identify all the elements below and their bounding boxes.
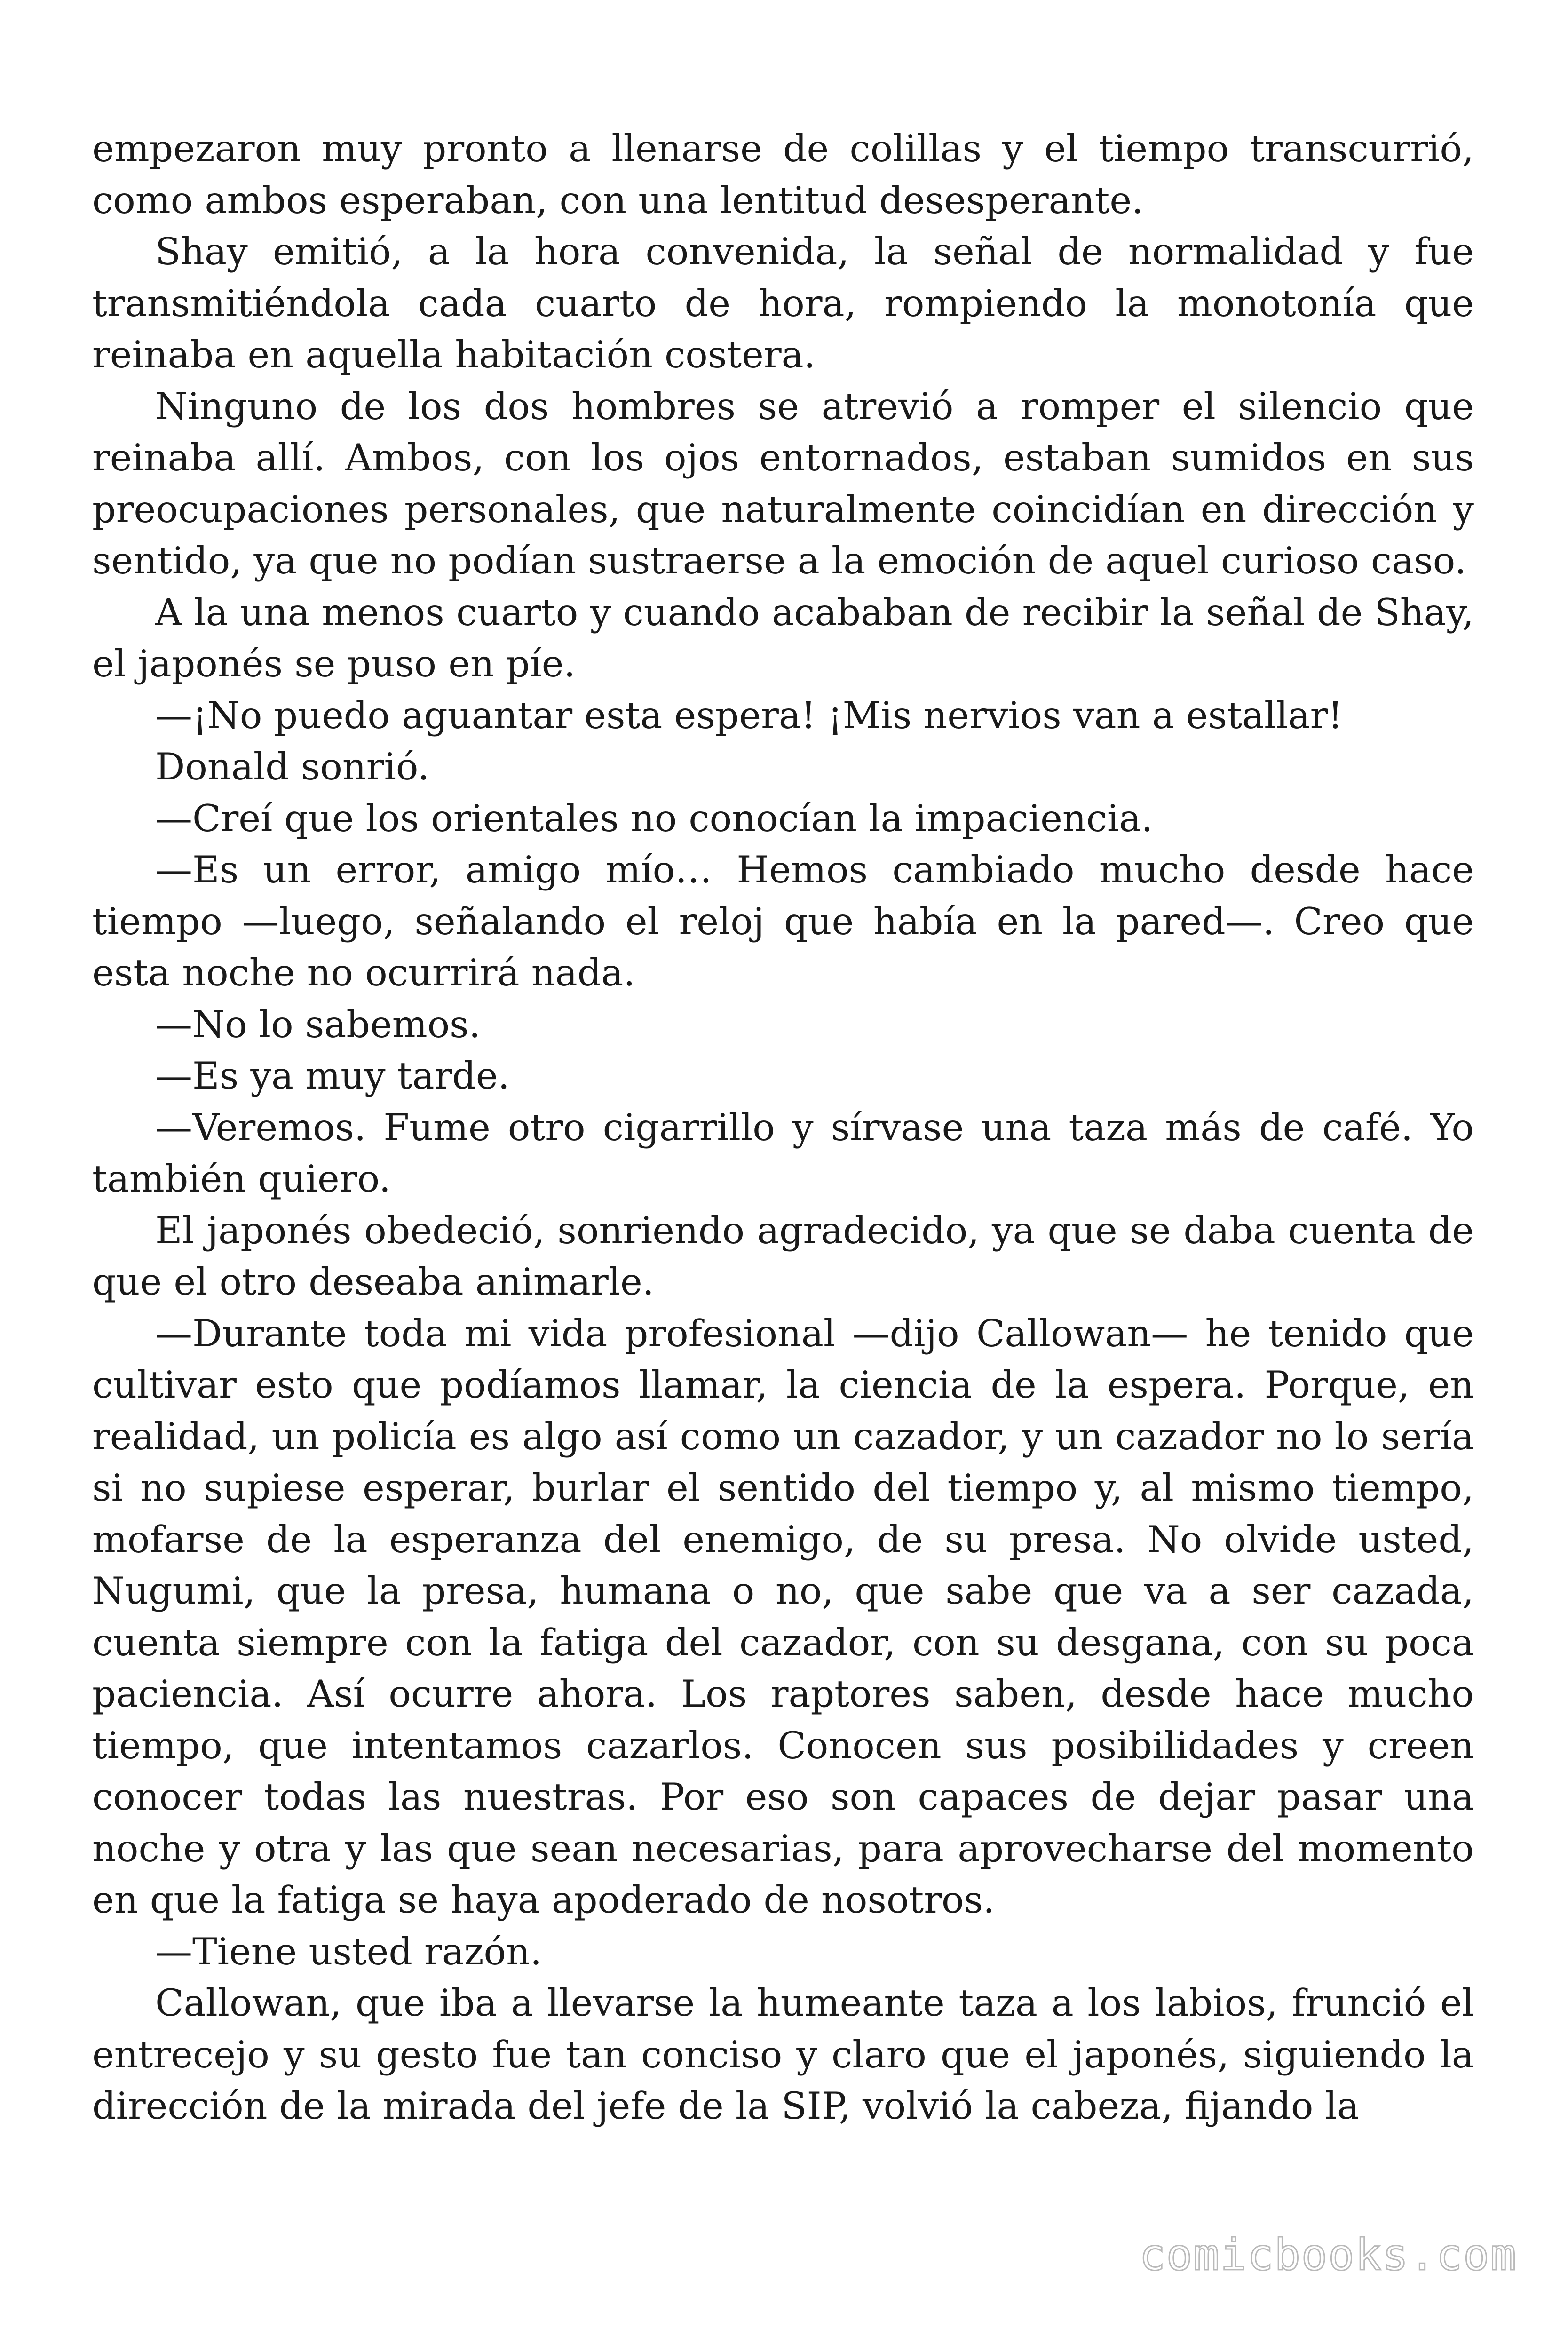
paragraph: Shay emitió, a la hora convenida, la señal de normalidad y fue transmitiéndola cada cuarto de hora, rompiendo la monotonía que reinaba en aquella habitación costera.	[92, 230, 1474, 376]
dialogue-line: —¡No puedo aguantar esta espera! ¡Mis nervios van a estallar!	[155, 693, 1343, 737]
watermark-logo: comicbooks.com	[1139, 2230, 1517, 2280]
dialogue-line: —Tiene usted razón.	[155, 1930, 542, 1973]
paragraph: Callowan, que iba a llevarse la humeante taza a los labios, frunció el entrecejo y su gesto fue tan conciso y claro que el japonés, siguiendo la dirección de la mirada del jefe de la SIP, volvió la cabeza, fijando la	[92, 1981, 1474, 2128]
dialogue-line: —Creí que los orientales no conocían la impaciencia.	[155, 796, 1153, 840]
paragraph: A la una menos cuarto y cuando acababan de recibir la señal de Shay, el japonés se puso en píe.	[92, 590, 1474, 685]
dialogue-line: —Durante toda mi vida profesional —dijo Callowan— he tenido que cultivar esto que podíamos llamar, la ciencia de la espera. Porque, en realidad, un policía es algo así como un cazador, y un cazador no lo sería si no supiese esperar, burlar el sentido del tiempo y, al mismo tiempo, mofarse de la esperanza del enemigo, de su presa. No olvide usted, Nugumi, que la presa, humana o no, que sabe que va a ser cazada, cuenta siempre con la fatiga del cazador, con su desgana, con su poca paciencia. Así ocurre ahora. Los raptores saben, desde hace mucho tiempo, que intentamos cazarlos. Conocen sus posibilidades y creen conocer todas las nuestras. Por eso son capaces de dejar pasar una noche y otra y las que sean necesarias, para aprovecharse del momento en que la fatiga se haya apoderado de nosotros.	[92, 1311, 1474, 1922]
body-text	[92, 123, 1474, 2132]
paragraph: El japonés obedeció, sonriendo agradecido, ya que se daba cuenta de que el otro deseaba animarle.	[92, 1208, 1474, 1303]
dialogue-line: —Es un error, amigo mío… Hemos cambiado mucho desde hace tiempo —luego, señalando el reloj que había en la pared—. Creo que esta noche no ocurrirá nada.	[92, 848, 1474, 994]
paragraph: empezaron muy pronto a llenarse de colillas y el tiempo transcurrió, como ambos esperaban, con una lentitud desesperante.	[92, 127, 1474, 222]
paragraph: Ninguno de los dos hombres se atrevió a romper el silencio que reinaba allí. Ambos, con los ojos entornados, estaban sumidos en sus preocupaciones personales, que naturalmente coincidían en dirección y sentido, ya que no podían sustraerse a la emoción de aquel curioso caso.	[92, 384, 1474, 582]
dialogue-line: —No lo sabemos.	[155, 1002, 481, 1046]
dialogue-line: —Es ya muy tarde.	[155, 1054, 510, 1097]
paragraph: Donald sonrió.	[155, 745, 430, 788]
dialogue-line: —Veremos. Fume otro cigarrillo y sírvase una taza más de café. Yo también quiero.	[92, 1105, 1474, 1200]
